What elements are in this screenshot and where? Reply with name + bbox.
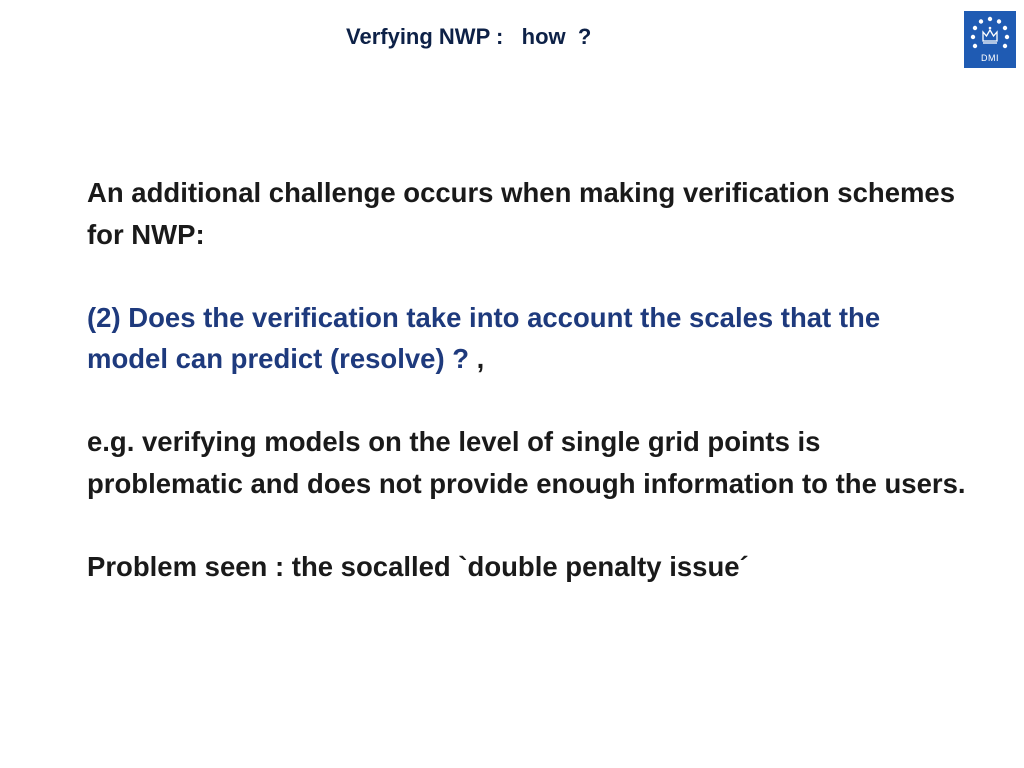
slide-body	[87, 172, 967, 587]
question-suffix: ,	[469, 343, 485, 374]
question-text: (2) Does the verification take into account the scales that the model can predict (resolve) ?	[87, 301, 881, 374]
question-paragraph	[87, 297, 967, 380]
intro-paragraph: An additional challenge occurs when making verification schemes for NWP:	[87, 177, 956, 250]
spacer	[87, 504, 967, 546]
problem-paragraph: Problem seen : the socalled `double penalty issue´	[87, 550, 749, 582]
logo-label: DMI	[981, 53, 999, 63]
slide-title: Verfying NWP : how ?	[346, 24, 592, 49]
spacer	[87, 255, 967, 297]
dmi-logo	[964, 11, 1016, 68]
example-paragraph: e.g. verifying models on the level of single grid points is problematic and does not provide enough information to the users.	[87, 426, 966, 499]
spacer	[87, 380, 967, 422]
